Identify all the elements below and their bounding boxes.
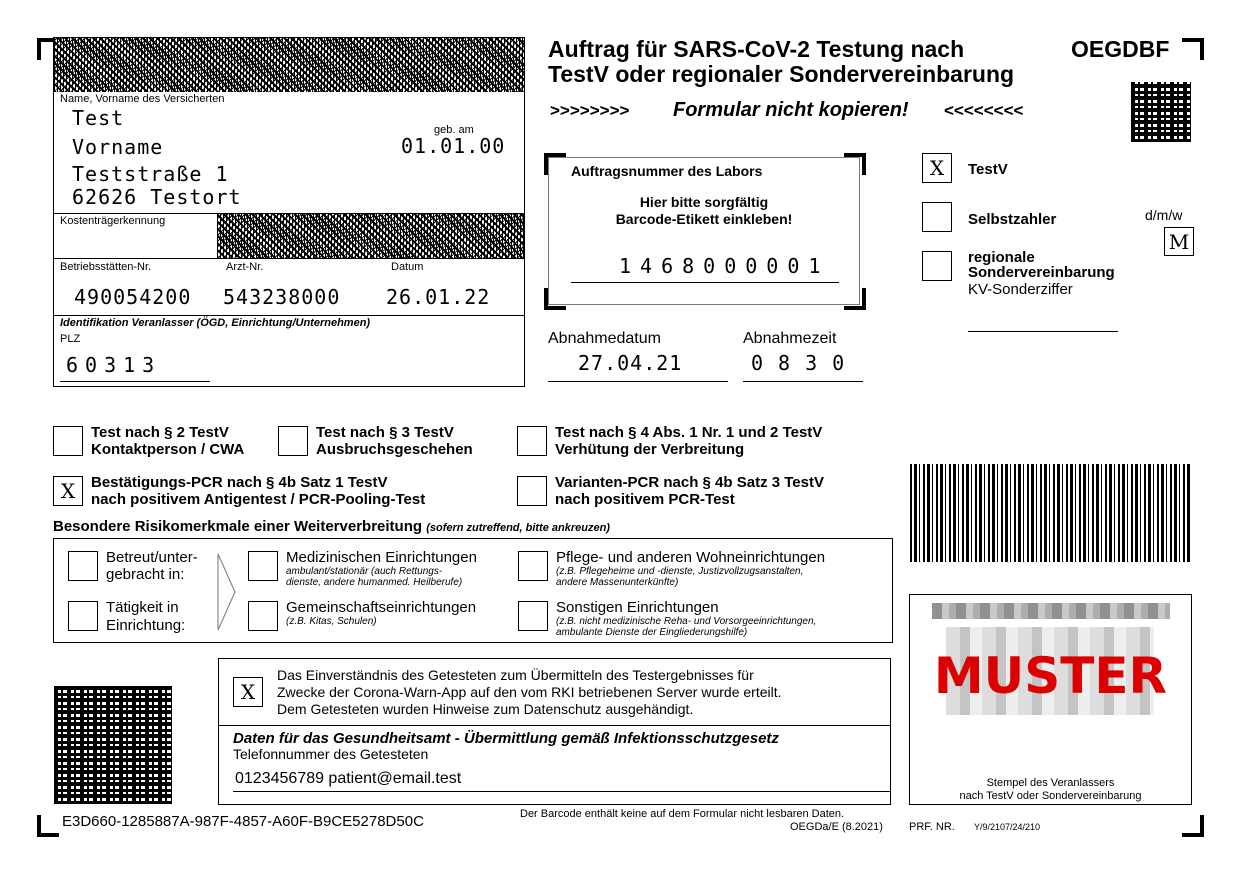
variant-pcr-line1: Varianten-PCR nach § 4b Satz 3 TestV: [555, 474, 824, 491]
collection-date-label: Abnahmedatum: [548, 330, 661, 347]
kv-underline: [968, 331, 1118, 332]
muster-watermark: MUSTER: [933, 647, 1168, 705]
kv-label: KV-Sonderziffer: [968, 281, 1073, 298]
medical-facility-checkbox[interactable]: [248, 551, 278, 581]
bsnr-label: Betriebsstätten-Nr.: [60, 261, 152, 273]
street: Teststraße 1: [72, 162, 229, 186]
footer-code: E3D660-1285887A-987F-4857-A60F-B9CE5278D50C: [62, 813, 424, 830]
plz-label: PLZ: [60, 333, 81, 345]
order-number-underline: [571, 282, 839, 283]
test-outbreak-line2: Ausbruchsgeschehen: [316, 441, 473, 458]
medical-facility-title: Medizinischen Einrichtungen: [286, 549, 477, 566]
lanr: 543238000: [223, 285, 341, 309]
cared-for-line1: Betreut/unter-: [106, 549, 198, 566]
order-label: Auftragsnummer des Labors: [571, 163, 763, 179]
regional-checkbox[interactable]: [922, 251, 952, 281]
community-facility-checkbox[interactable]: [248, 601, 278, 631]
working-in-line2: Einrichtung:: [106, 617, 186, 634]
test-prevention-line1: Test nach § 4 Abs. 1 Nr. 1 und 2 TestV: [555, 424, 823, 441]
regional-label-2: Sondervereinbarung: [968, 264, 1115, 281]
testv-label: TestV: [968, 161, 1008, 178]
consent-box: [218, 658, 891, 805]
confirm-pcr-line1: Bestätigungs-PCR nach § 4b Satz 1 TestV: [91, 474, 388, 491]
dmw-field[interactable]: M: [1164, 227, 1194, 256]
dob: 01.01.00: [401, 134, 506, 158]
care-facility-note2: andere Massenunterkünfte): [556, 577, 679, 588]
other-facility-title: Sonstigen Einrichtungen: [556, 599, 719, 616]
date: 26.01.22: [386, 285, 491, 309]
community-facility-note: (z.B. Kitas, Schulen): [286, 616, 377, 627]
plz: 60313: [66, 353, 162, 377]
firstname: Vorname: [72, 135, 164, 159]
health-office-title: Daten für das Gesundheitsamt - Übermittlung gemäß Infektionsschutzgesetz: [233, 730, 779, 747]
ident-label: Identifikation Veranlasser (ÖGD, Einrichtung/Unternehmen): [60, 317, 371, 329]
testv-checkbox[interactable]: X: [922, 153, 952, 183]
lab-corner-tl: [544, 153, 566, 175]
form-version: OEGDa/E (8.2021): [790, 821, 883, 833]
risk-heading: [53, 518, 610, 535]
test-prevention-line2: Verhütung der Verbreitung: [555, 441, 745, 458]
patient-header-obfuscation: [54, 38, 524, 92]
barcode-pdf417: [910, 464, 1192, 562]
cared-for-checkbox[interactable]: [68, 551, 98, 581]
chevron-right-icon: [217, 553, 237, 631]
name-label: Name, Vorname des Versicherten: [60, 93, 225, 105]
dmw-label: d/m/w: [1145, 207, 1183, 223]
confirm-pcr-checkbox[interactable]: X: [53, 476, 83, 506]
consent-checkbox[interactable]: X: [233, 677, 263, 707]
regional-label-1: regionale: [968, 249, 1035, 266]
corner-bottom-right: [1182, 815, 1204, 837]
other-facility-checkbox[interactable]: [518, 601, 548, 631]
phone-label: Telefonnummer des Getesteten: [233, 746, 429, 762]
consent-divider: [219, 725, 890, 726]
other-facility-note1: (z.B. nicht medizinische Reha- und Vorsorgeeinrichtungen,: [556, 616, 817, 627]
test-outbreak-line1: Test nach § 3 TestV: [316, 424, 454, 441]
collection-time-underline: [743, 381, 863, 382]
collection-date: 27.04.21: [578, 351, 683, 375]
label-instruction-2: Barcode-Etikett einkleben!: [615, 211, 793, 227]
test-contact-line2: Kontaktperson / CWA: [91, 441, 245, 458]
prf-value: Y/9/2107/24/210: [974, 822, 1041, 832]
cost-label: Kostenträgerkennung: [60, 215, 166, 227]
cost-obfuscation: [217, 214, 524, 258]
variant-pcr-line2: nach positivem PCR-Test: [555, 491, 735, 508]
dob-label: geb. am: [434, 124, 474, 136]
cared-for-line2: gebracht in:: [106, 566, 185, 583]
risk-heading-text: Besondere Risikomerkmale einer Weiterverbreitung: [53, 518, 423, 535]
variant-pcr-checkbox[interactable]: [517, 476, 547, 506]
stamp-caption-2: nach TestV oder Sondervereinbarung: [959, 790, 1142, 802]
corner-top-right: [1182, 38, 1204, 60]
corner-bottom-left: [37, 815, 59, 837]
test-outbreak-checkbox[interactable]: [278, 426, 308, 456]
lab-order-number: 1468000001: [619, 254, 830, 278]
datamatrix-bottom: [54, 686, 172, 804]
stamp-caption-1: Stempel des Veranlassers: [986, 777, 1115, 789]
city: 62626 Testort: [72, 185, 242, 209]
prf-label: PRF. NR.: [909, 821, 955, 833]
form-title-line1: Auftrag für SARS-CoV-2 Testung nach: [548, 36, 965, 62]
barcode-note: Der Barcode enthält keine auf dem Formular nicht lesbaren Daten.: [520, 808, 845, 820]
risk-heading-note: (sofern zutreffend, bitte ankreuzen): [426, 522, 610, 534]
patient-box: [53, 37, 525, 387]
care-facility-title: Pflege- und anderen Wohneinrichtungen: [556, 549, 826, 566]
stamp-blur-top: [932, 603, 1170, 619]
divider-ident: [54, 315, 524, 316]
community-facility-title: Gemeinschaftseinrichtungen: [286, 599, 477, 616]
test-contact-checkbox[interactable]: [53, 426, 83, 456]
consent-text-1: Das Einverständnis des Getesteten zum Übermitteln des Testergebnisses für: [277, 667, 754, 683]
care-facility-checkbox[interactable]: [518, 551, 548, 581]
divider-ids: [54, 258, 524, 259]
self-payer-checkbox[interactable]: [922, 202, 952, 232]
contact-field[interactable]: 0123456789 patient@email.test: [235, 770, 462, 787]
collection-date-underline: [548, 381, 728, 382]
test-contact-line1: Test nach § 2 TestV: [91, 424, 229, 441]
surname: Test: [72, 106, 125, 130]
test-prevention-checkbox[interactable]: [517, 426, 547, 456]
date-label: Datum: [391, 261, 424, 273]
stamp-box: [909, 594, 1192, 805]
datamatrix-top: [1131, 82, 1191, 142]
risk-box: [53, 538, 893, 643]
lab-corner-tr: [844, 153, 866, 175]
form-title-line2: TestV oder regionaler Sondervereinbarung: [548, 61, 1015, 87]
plz-underline: [60, 381, 210, 382]
lab-corner-br: [844, 288, 866, 310]
consent-text-3: Dem Getesteten wurden Hinweise zum Datenschutz ausgehändigt.: [277, 701, 694, 717]
medical-facility-note2: dienste, andere humanmed. Heilberufe): [286, 577, 463, 588]
label-instruction-1: Hier bitte sorgfältig: [639, 194, 769, 210]
contact-underline: [233, 791, 891, 792]
working-in-line1: Tätigkeit in: [106, 599, 179, 616]
lab-corner-bl: [544, 288, 566, 310]
working-in-checkbox[interactable]: [68, 601, 98, 631]
lanr-label: Arzt-Nr.: [226, 261, 264, 273]
collection-time: 0830: [751, 351, 860, 375]
consent-text-2: Zwecke der Corona-Warn-App auf den vom RKI betriebenen Server wurde erteilt.: [277, 684, 782, 700]
self-payer-label: Selbstzahler: [968, 211, 1057, 228]
copy-warning: Formular nicht kopieren!: [673, 99, 909, 121]
arrows-left: >>>>>>>>: [550, 101, 630, 120]
arrows-right: <<<<<<<<: [944, 101, 1024, 120]
confirm-pcr-line2: nach positivem Antigentest / PCR-Pooling-Test: [91, 491, 426, 508]
other-facility-note2: ambulante Dienste der Eingliederungshilfe): [556, 627, 748, 638]
medical-facility-note1: ambulant/stationär (auch Rettungs-: [286, 566, 443, 577]
lab-order-box: [548, 157, 860, 305]
bsnr: 490054200: [74, 285, 192, 309]
care-facility-note1: (z.B. Pflegeheime und -dienste, Justizvollzugsanstalten,: [556, 566, 804, 577]
form-code: OEGDBF: [1071, 36, 1170, 62]
collection-time-label: Abnahmezeit: [743, 330, 837, 347]
